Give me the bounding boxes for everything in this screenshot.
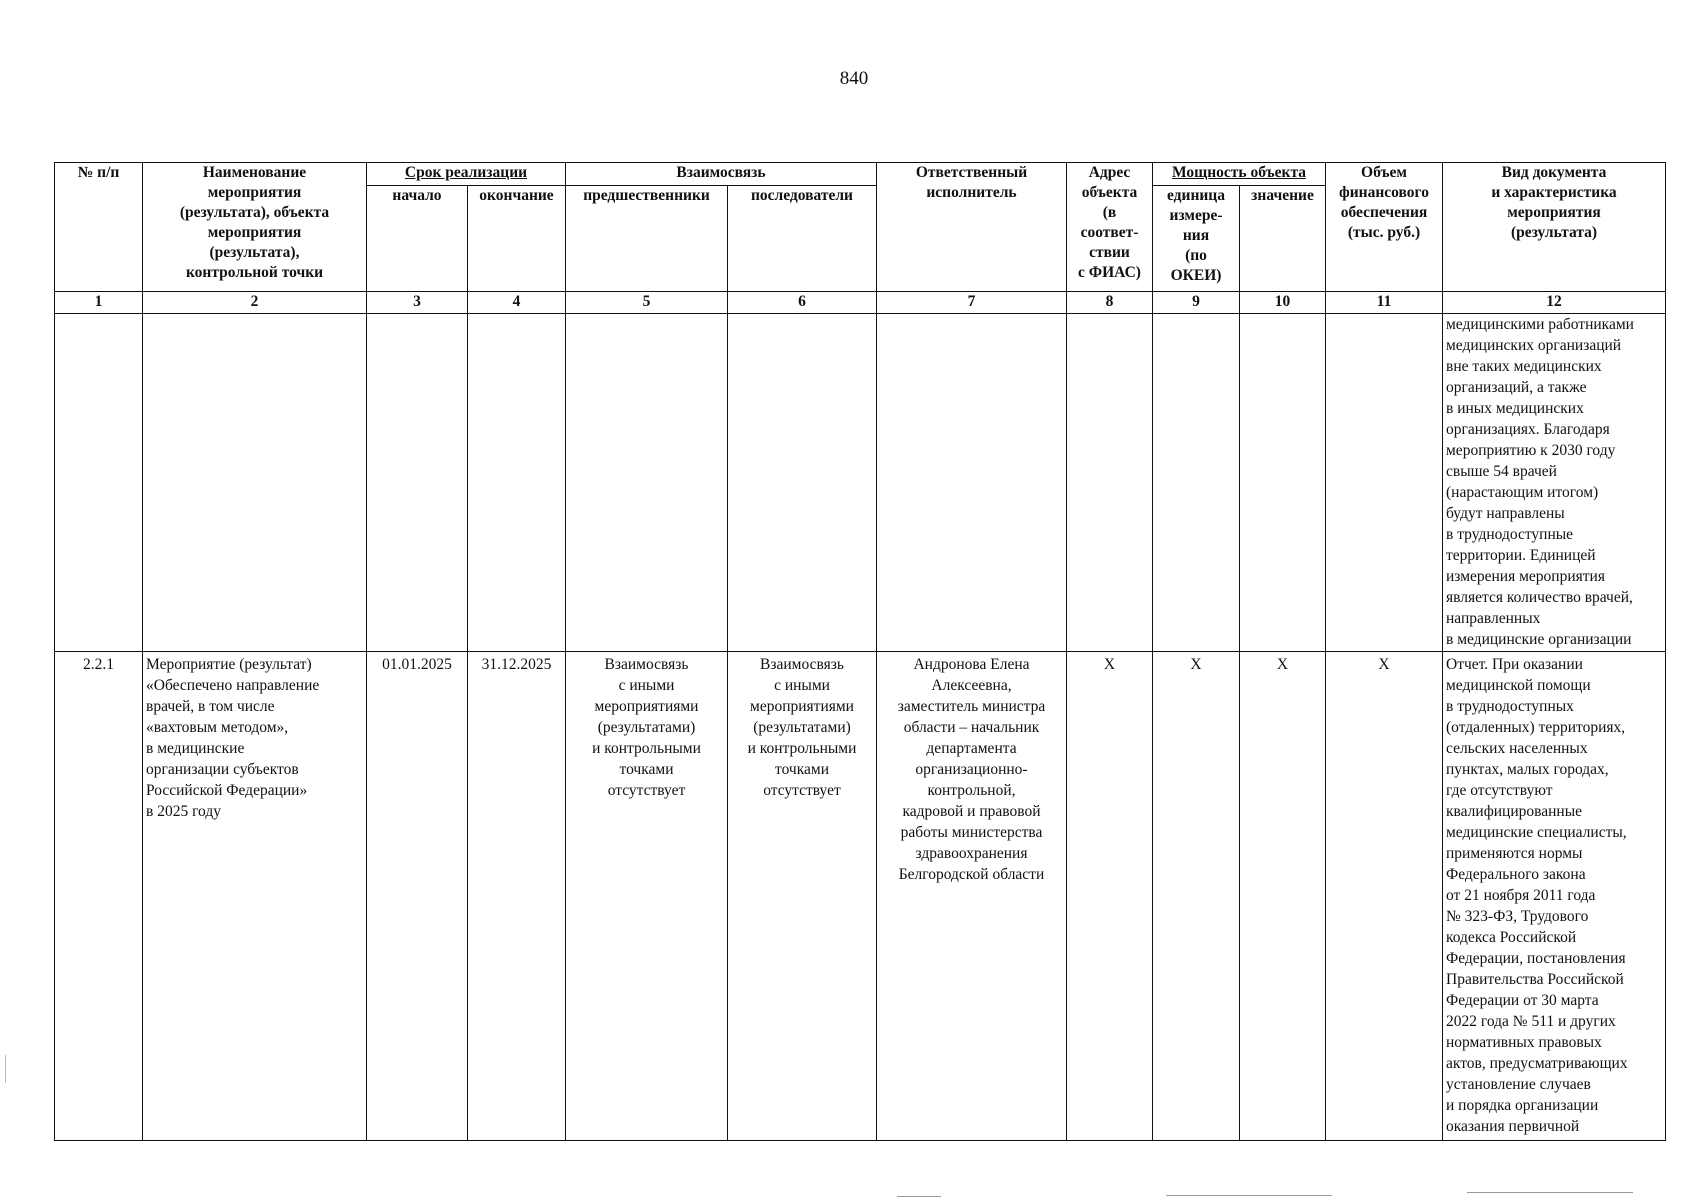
column-number-11: 11 xyxy=(1326,292,1443,314)
header-col-responsible: Ответственный исполнитель xyxy=(877,163,1067,292)
row-name: Мероприятие (результат) «Обеспечено направление врачей, в том числе «вахтовым методом», в медицинские организации субъектов Российской Федерации» в 2025 году xyxy=(143,652,367,1141)
header-col-finance: Объем финансового обеспечения (тыс. руб.) xyxy=(1326,163,1443,292)
row-responsible xyxy=(877,314,1067,652)
row-end-date xyxy=(468,314,566,652)
page-number: 840 xyxy=(839,68,869,89)
header-group-capacity: Мощность объекта xyxy=(1153,163,1326,186)
row-number xyxy=(55,314,143,652)
column-number-2: 2 xyxy=(143,292,367,314)
column-number-3: 3 xyxy=(367,292,468,314)
row-successors xyxy=(728,314,877,652)
row-start-date: 01.01.2025 xyxy=(367,652,468,1141)
row-end-date: 31.12.2025 xyxy=(468,652,566,1141)
row-predecessors xyxy=(566,314,728,652)
row-unit xyxy=(1153,314,1240,652)
row-finance xyxy=(1326,314,1443,652)
header-col-number: № п/п xyxy=(55,163,143,292)
header-col-document: Вид документа и характеристика мероприятия (результата) xyxy=(1443,163,1666,292)
header-group-link: Взаимосвязь xyxy=(566,163,877,186)
row-document: медицинскими работниками медицинских организаций вне таких медицинских организаций, а также в иных медицинских организациях. Благодаря мероприятию к 2030 году свыше 54 врачей (нарастающим итогом) будут направлены в труднодоступные территории. Единицей измерения мероприятия является количество врачей, направленных в медицинские организации xyxy=(1443,314,1666,652)
column-number-8: 8 xyxy=(1067,292,1153,314)
column-number-10: 10 xyxy=(1240,292,1326,314)
table-row xyxy=(55,314,1666,652)
table-header xyxy=(55,163,1666,314)
plan-table xyxy=(54,162,1666,1141)
row-value xyxy=(1240,314,1326,652)
header-col-successors: последователи xyxy=(728,186,877,292)
row-finance: X xyxy=(1326,652,1443,1141)
scan-artifact-line xyxy=(897,1196,941,1197)
header-col-value: значение xyxy=(1240,186,1326,292)
row-start-date xyxy=(367,314,468,652)
scan-artifact-tick xyxy=(5,1055,6,1083)
row-name xyxy=(143,314,367,652)
column-number-12: 12 xyxy=(1443,292,1666,314)
row-address: X xyxy=(1067,652,1153,1141)
row-responsible: Андронова Елена Алексеевна, заместитель министра области – начальник департамента организационно- контрольной, кадровой и правовой работы министерства здравоохранения Белгородской области xyxy=(877,652,1067,1141)
header-col-predecessors: предшественники xyxy=(566,186,728,292)
row-document: Отчет. При оказании медицинской помощи в труднодоступных (отдаленных) территориях, сельских населенных пунктах, малых городах, где отсутствуют квалифицированные медицинские специалисты, применяются нормы Федерального закона от 21 ноября 2011 года № 323-ФЗ, Трудового кодекса Российской Федерации, постановления Правительства Российской Федерации от 30 марта 2022 года № 511 и других нормативных правовых актов, предусматривающих установление случаев и порядка организации оказания первичной xyxy=(1443,652,1666,1141)
row-unit: X xyxy=(1153,652,1240,1141)
header-col-end: окончание xyxy=(468,186,566,292)
header-col-start: начало xyxy=(367,186,468,292)
column-number-7: 7 xyxy=(877,292,1067,314)
column-number-9: 9 xyxy=(1153,292,1240,314)
column-number-6: 6 xyxy=(728,292,877,314)
row-number: 2.2.1 xyxy=(55,652,143,1141)
table-row xyxy=(55,652,1666,1141)
header-group-term: Срок реализации xyxy=(367,163,566,186)
row-value: X xyxy=(1240,652,1326,1141)
scan-artifact-line xyxy=(1166,1195,1332,1196)
row-address xyxy=(1067,314,1153,652)
row-successors: Взаимосвязь с иными мероприятиями (результатами) и контрольными точками отсутствует xyxy=(728,652,877,1141)
header-col-unit: единица измере- ния (по ОКЕИ) xyxy=(1153,186,1240,292)
column-number-4: 4 xyxy=(468,292,566,314)
header-col-name: Наименование мероприятия (результата), объекта мероприятия (результата), контрольной точки xyxy=(143,163,367,292)
scan-artifact-line xyxy=(1467,1192,1633,1193)
row-predecessors: Взаимосвязь с иными мероприятиями (результатами) и контрольными точками отсутствует xyxy=(566,652,728,1141)
header-col-address: Адрес объекта (в соответ- ствии с ФИАС) xyxy=(1067,163,1153,292)
column-number-1: 1 xyxy=(55,292,143,314)
column-number-5: 5 xyxy=(566,292,728,314)
